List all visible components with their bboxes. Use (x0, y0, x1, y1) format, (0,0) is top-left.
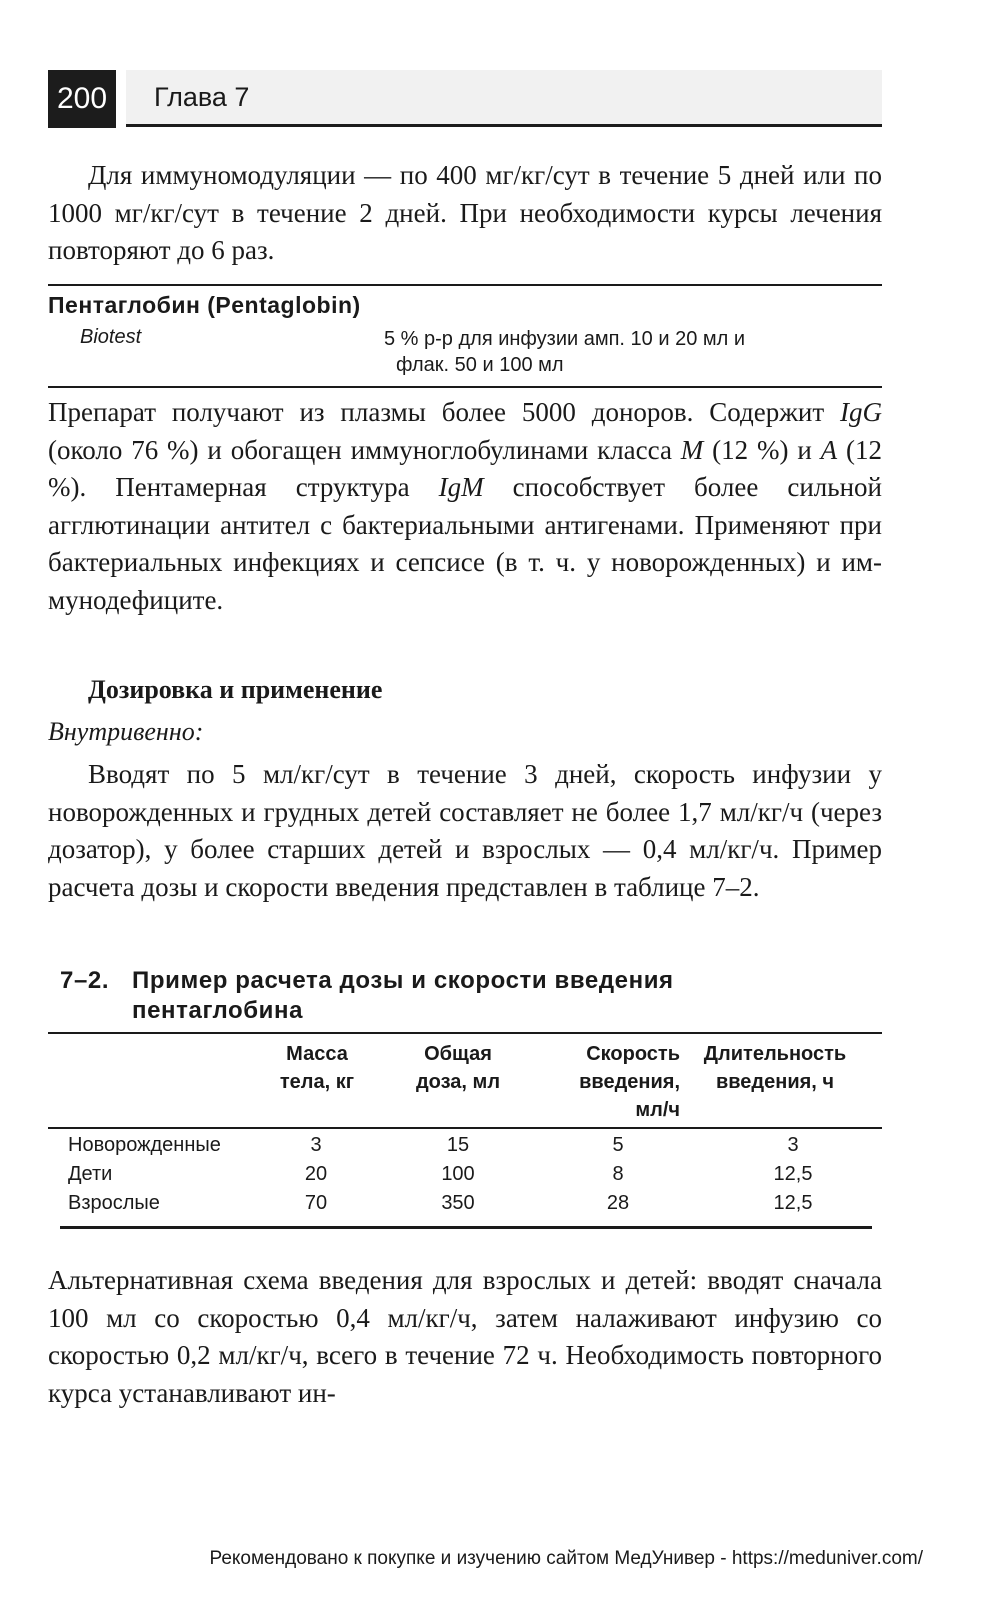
drug-form-line1: 5 % р-р для инфузии амп. 10 и 20 мл и (384, 328, 746, 350)
footer-note: Рекомендовано к покупке и изучению сайтом МедУнивер - https://meduniver.com/ (209, 1548, 923, 1569)
dosage-paragraph: Вводят по 5 мл/кг/сут в течение 3 дней, скорость инфузии у новорожденных и грудных детей составляет не более 1,7 мл/кг/ч (через дозатор), у более старших детей и взрослых — 0,4 мл/кг/ч. Пример расчета дозы и скорости введения представлен в таблице 7–2. (48, 759, 882, 902)
header-rate: Скорость введения, мл/ч (579, 1043, 680, 1121)
dosage-heading: Дозировка и применение (88, 675, 383, 704)
chapter-band (126, 70, 882, 127)
table-title-line2: пентаглобина (132, 997, 304, 1024)
chapter-title: Глава 7 (154, 82, 250, 112)
alternative-paragraph: Альтернативная схема введения для взрослых и детей: вводят сначала 100 мл со скоростью 0,4 мл/кг/ч, затем налаживают инфузию со скоростью 0,2 мл/кг/ч, всего в течение 72 ч. Необходимость повторного курса устанавливают ин- (48, 1265, 882, 1408)
cell-duration: 12,5 (773, 1163, 813, 1185)
cell-rate: 28 (606, 1192, 630, 1214)
cell-label: Взрослые (68, 1192, 160, 1214)
dosage-section (48, 756, 882, 906)
description-paragraph: Препарат получают из плазмы более 5000 доноров. Содержит IgG (около 76 %) и обогащен иммуноглобулинами класса M (12 %) и A (12 %). Пентамерная структура IgM способствует более сильной агглютинации антител с бактериальными антигенами. Применяют при бактериальных инфекциях и сепсисе (в т. ч. у новорожденных) и иммунодефиците. (48, 397, 882, 615)
table-top-rule (48, 1032, 882, 1034)
table-header-rule (48, 1127, 882, 1129)
cell-mass: 70 (304, 1192, 328, 1214)
cell-dose: 15 (446, 1134, 470, 1156)
table-caption (60, 966, 860, 1026)
table-row (48, 1163, 882, 1192)
drug-form (384, 326, 854, 378)
cell-rate: 8 (612, 1163, 624, 1185)
page-header (48, 70, 882, 128)
intro-paragraph: Для иммуномодуляции — по 400 мг/кг/сут в течение 5 дней или по 1000 мг/кг/сут в течение 2 дней. При необходимости курсы лечения повторяют до 6 раз. (48, 160, 882, 265)
table-row (48, 1134, 882, 1163)
cell-duration: 12,5 (773, 1192, 813, 1214)
drug-info-box (48, 284, 882, 388)
cell-mass: 3 (310, 1134, 322, 1156)
cell-rate: 5 (612, 1134, 624, 1156)
cell-duration: 3 (787, 1134, 799, 1156)
route-label: Внутривенно: (48, 717, 204, 746)
table-bottom-rule (60, 1226, 872, 1229)
cell-dose: 100 (441, 1163, 475, 1185)
drug-manufacturer: Biotest (80, 326, 142, 348)
header-duration: Длительность введения, ч (703, 1043, 847, 1093)
header-dose: Общая доза, мл (415, 1043, 501, 1093)
table-row (48, 1192, 882, 1221)
page-number: 200 (48, 70, 116, 128)
drug-name: Пентаглобин (Pentaglobin) (48, 292, 361, 318)
header-mass: Масса тела, кг (279, 1043, 355, 1093)
cell-dose: 350 (441, 1192, 475, 1214)
table-title-line1: Пример расчета дозы и скорости введения (132, 967, 674, 994)
cell-label: Новорожденные (68, 1134, 221, 1156)
drug-form-line2: флак. 50 и 100 мл (396, 354, 564, 376)
table-number: 7–2. (60, 967, 110, 994)
alternative-section (48, 1262, 882, 1412)
description-section (48, 394, 882, 619)
cell-label: Дети (68, 1163, 113, 1185)
cell-mass: 20 (304, 1163, 328, 1185)
intro-section (48, 157, 882, 270)
